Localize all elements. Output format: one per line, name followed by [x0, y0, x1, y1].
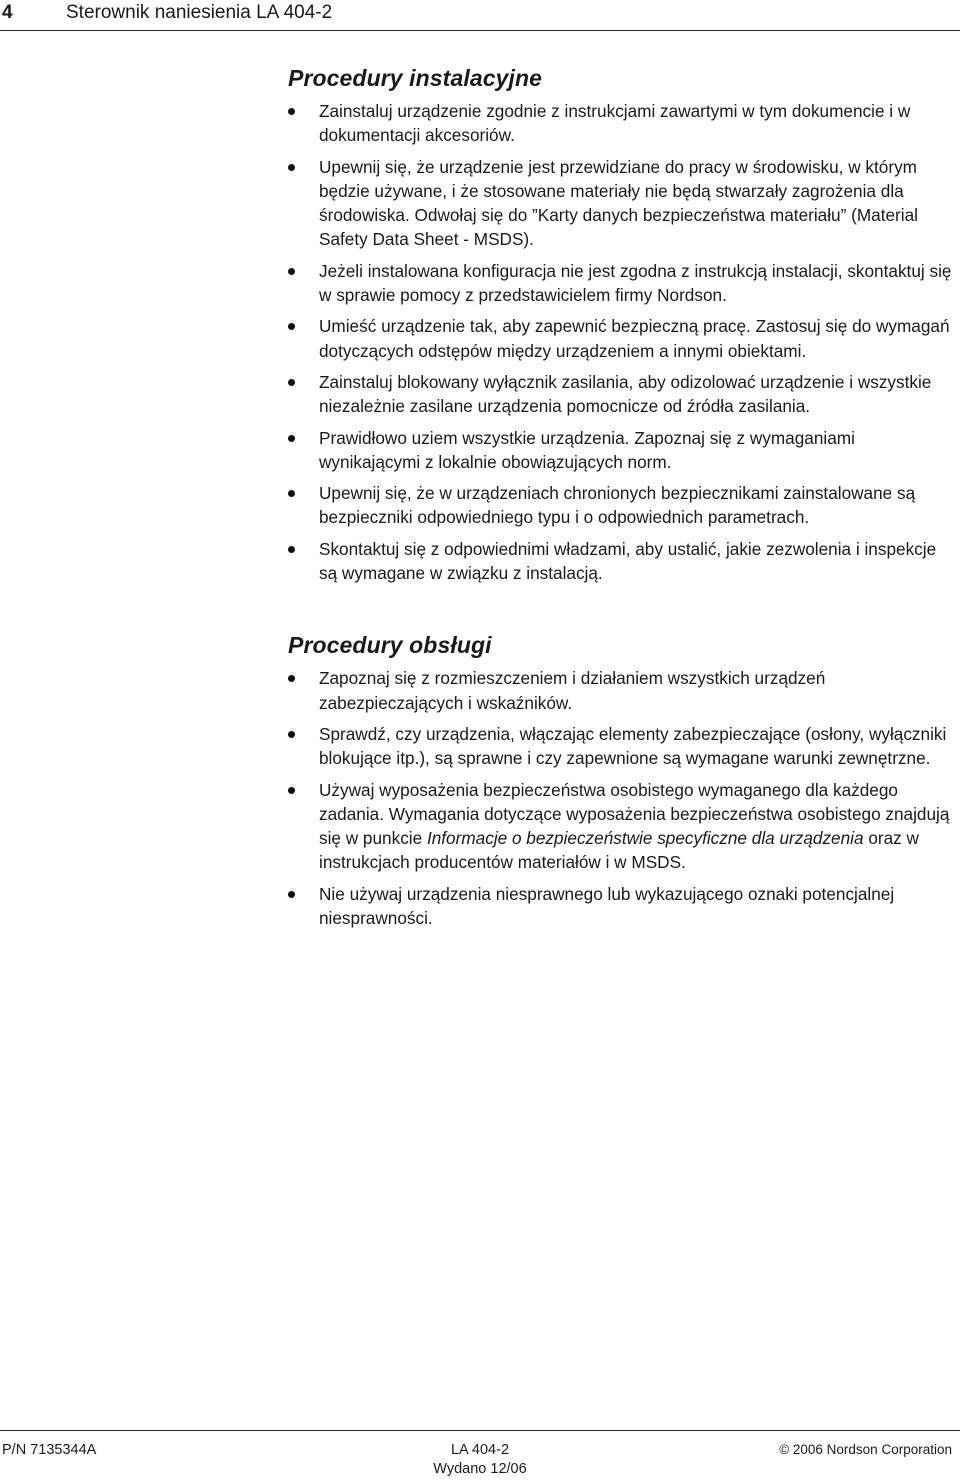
bullet-icon	[288, 435, 295, 442]
page-header	[0, 0, 960, 32]
issue-date: Wydano 12/06	[433, 1461, 527, 1477]
bullet-icon	[288, 891, 295, 898]
list-item-text: Umieść urządzenie tak, aby zapewnić bezpieczną pracę. Zastosuj się do wymagań dotyczących odstępów między urządzeniem a innymi obiektami.	[319, 316, 950, 361]
copyright: © 2006 Nordson Corporation	[779, 1442, 952, 1457]
list-item-text: Zainstaluj blokowany wyłącznik zasilania, aby odizolować urządzenie i wszystkie niezależnie zasilane urządzenia pomocnicze od źródła zasilania.	[319, 371, 932, 417]
page-content	[288, 62, 956, 937]
document-title: Sterownik naniesienia LA 404-2	[66, 2, 333, 23]
page-number: 4	[2, 2, 13, 23]
bullet-icon	[288, 546, 295, 553]
page-footer	[0, 1422, 960, 1480]
section-operation	[288, 629, 956, 930]
list-item	[288, 537, 956, 586]
list-item-text: Prawidłowo uziem wszystkie urządzenia. Zapoznaj się z wymaganiami wynikającymi z lokalnie obowiązujących norm.	[319, 427, 855, 472]
model-label: LA 404-2	[450, 1442, 510, 1458]
list-item	[288, 370, 956, 419]
bullet-icon	[288, 379, 295, 386]
list-item-text: Upewnij się, że w urządzeniach chronionych bezpiecznikami zainstalowane są bezpieczniki odpowiedniego typu i o odpowiednich parametrach.	[319, 483, 916, 528]
bullet-icon	[288, 108, 295, 115]
bullet-icon	[288, 731, 295, 738]
list-item	[288, 426, 956, 475]
footer-rule	[0, 1430, 960, 1431]
bullet-icon	[288, 323, 295, 330]
part-number: P/N 7135344A	[2, 1442, 97, 1458]
list-item-text: Skontaktuj się z odpowiednimi władzami, aby ustalić, jakie zezwolenia i inspekcje są wymagane w związku z instalacją.	[319, 538, 937, 584]
ppe-text-before: Używaj wyposażenia bezpieczeństwa osobistego wymaganego dla każdego zadania. Wymagania dotyczące wyposażenia bezpieczeństwa osobistego znajdują się w punkcie	[319, 779, 950, 849]
section-title-operation: Procedury obsługi	[288, 632, 492, 659]
bullet-icon	[288, 268, 295, 275]
list-item	[288, 882, 956, 931]
list-item	[288, 778, 956, 875]
bullet-icon	[288, 675, 295, 682]
list-item	[288, 314, 956, 363]
list-item-text: Sprawdź, czy urządzenia, włączając elementy zabezpieczające (osłony, wyłączniki blokujące itp.), są sprawne i czy zapewnione są wymagane warunki zewnętrzne.	[319, 723, 947, 769]
list-item	[288, 481, 956, 530]
list-item-text: Zapoznaj się z rozmieszczeniem i działaniem wszystkich urządzeń zabezpieczających i wskaźników.	[319, 668, 826, 713]
section-title-installation: Procedury instalacyjne	[288, 65, 543, 91]
section-installation	[288, 62, 956, 585]
list-item-text: Upewnij się, że urządzenie jest przewidziane do pracy w środowisku, w którym będzie używane, i że stosowane materiały nie będą stwarzały zagrożenia dla środowiska. Odwołaj się do ”Karty danych bezpieczeństwa materiału” (Material Safety Data Sheet - MSDS).	[319, 156, 918, 250]
header-rule	[0, 30, 960, 31]
bullet-icon	[288, 490, 295, 497]
operation-list	[288, 666, 956, 930]
installation-list	[288, 99, 956, 585]
list-item	[288, 259, 956, 308]
ppe-reference-emphasis: Informacje o bezpieczeństwie specyficzne dla urządzenia	[426, 828, 864, 849]
list-item	[288, 155, 956, 252]
list-item	[288, 99, 956, 148]
bullet-icon	[288, 787, 295, 794]
list-item-text: Nie używaj urządzenia niesprawnego lub wykazującego oznaki potencjalnej niesprawności.	[319, 883, 895, 929]
list-item	[288, 666, 956, 715]
list-item-text: Jeżeli instalowana konfiguracja nie jest zgodna z instrukcją instalacji, skontaktuj się w sprawie pomocy z przedstawicielem firmy Nordson.	[319, 260, 952, 306]
footer-center	[380, 1441, 580, 1479]
list-item	[288, 722, 956, 771]
ppe-text-after: oraz w instrukcjach producentów materiałów i w MSDS.	[319, 828, 919, 873]
bullet-icon	[288, 164, 295, 171]
list-item-text: Zainstaluj urządzenie zgodnie z instrukcjami zawartymi w tym dokumencie i w dokumentacji akcesoriów.	[319, 101, 911, 146]
